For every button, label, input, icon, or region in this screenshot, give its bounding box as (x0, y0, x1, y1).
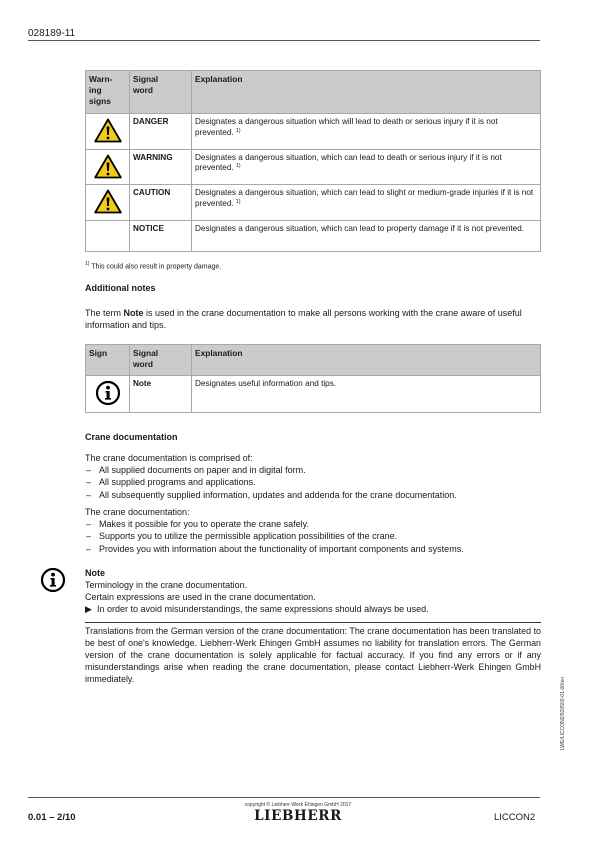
document-number: 028189-11 (28, 28, 76, 39)
copyright-text: copyright © Liebherr-Werk Ehingen GmbH 2017 (244, 802, 352, 808)
crane-documentation-composition (85, 452, 541, 501)
list-item-text: Provides you with information about the functionality of important components and systems. (99, 543, 464, 554)
table-row (86, 149, 541, 185)
dash-bullet: – (86, 477, 92, 488)
table-row (86, 220, 541, 251)
note-action (85, 603, 541, 615)
page-number: 0.01 – 2/10 (28, 812, 76, 823)
composition-intro: The crane documentation is comprised of: (85, 453, 253, 463)
warning-triangle-icon (94, 118, 122, 143)
dash-bullet: – (86, 531, 92, 542)
list-item (85, 518, 541, 530)
warning-triangle-icon (94, 154, 122, 179)
sidebar-document-code: LWE/LICCON2/920502-01-00/en (560, 676, 566, 750)
warning-signs-table (85, 70, 541, 252)
footnote-marker: 1) (235, 163, 241, 170)
crane-documentation-purpose (85, 506, 541, 555)
list-item (85, 530, 541, 542)
note-term: Note (123, 308, 144, 318)
explanation-cell: Designates useful information and tips. (192, 376, 541, 413)
signal-word-notice: NOTICE (130, 220, 192, 251)
info-icon (40, 567, 66, 593)
footnote-text: This could also result in property damage. (91, 263, 222, 271)
column-header-signal-word: Signal word (130, 71, 192, 114)
icon-cell-empty (86, 220, 130, 251)
action-arrow-icon: ▶ (85, 604, 92, 615)
liebherr-logo: LIEBHERR (254, 808, 342, 824)
translation-notice: Translations from the German version of the crane documentation: The crane documentation has been translated to be best of one's knowledge. Liebherr-Werk Ehingen GmbH assumes no liability for translation errors. The German version of the crane documentation is solely applicable for factual accuracy. If you find any errors or if any misunderstandings arise when reading the crane documentation, please contact Liebherr-Werk Ehingen GmbH immediately. (85, 626, 541, 684)
additional-notes-paragraph (85, 307, 541, 331)
icon-cell (86, 114, 130, 150)
footnote-mark: 1) (85, 261, 90, 267)
explanation-cell (192, 185, 541, 221)
column-header-explanation: Explanation (192, 345, 541, 376)
column-header-warning-signs: Warn- ing signs (86, 71, 130, 114)
table-row (86, 376, 541, 413)
header-divider (28, 40, 540, 41)
list-item-text: Supports you to utilize the permissible application possibilities of the crane. (99, 531, 398, 542)
dash-bullet: – (86, 519, 92, 530)
icon-cell (86, 376, 130, 413)
table-row (86, 114, 541, 150)
table-footnote (85, 261, 221, 270)
explanation-text: Designates a dangerous situation, which can lead to slight or medium-grade injuries if it is not prevented. (195, 188, 534, 208)
note-title: Note (85, 568, 105, 578)
icon-cell (86, 149, 130, 185)
explanation-text: Designates a dangerous situation which will lead to death or serious injury if it is not prevented. (195, 117, 498, 137)
list-item (85, 464, 541, 476)
purpose-list (85, 518, 541, 555)
product-name: LICCON2 (494, 812, 536, 823)
crane-documentation-heading: Crane documentation (85, 432, 178, 442)
para-text: is used in the crane documentation to make all persons working with the crane aware of useful information and tips. (85, 308, 522, 331)
dash-bullet: – (86, 543, 92, 554)
list-item-text: All subsequently supplied information, updates and addenda for the crane documentation. (99, 489, 457, 500)
list-item-text: All supplied programs and applications. (99, 477, 256, 488)
list-item (85, 489, 541, 501)
column-header-signal-word: Signal word (130, 345, 192, 376)
footnote-marker: 1) (235, 127, 241, 134)
icon-cell (86, 185, 130, 221)
explanation-cell: Designates a dangerous situation, which can lead to property damage if it is not prevented. (192, 220, 541, 251)
purpose-intro: The crane documentation: (85, 507, 190, 517)
signal-word-caution: CAUTION (130, 185, 192, 221)
dash-bullet: – (86, 489, 92, 500)
column-header-explanation: Explanation (192, 71, 541, 114)
para-text: The term (85, 308, 124, 318)
explanation-cell (192, 114, 541, 150)
explanation-text: Designates a dangerous situation, which can lead to death or serious injury if it is not prevented. (195, 152, 502, 173)
dash-bullet: – (86, 465, 92, 476)
note-line: Certain expressions are used in the crane documentation. (85, 592, 316, 603)
note-line: Terminology in the crane documentation. (85, 580, 248, 591)
column-header-sign: Sign (86, 345, 130, 376)
note-divider (85, 622, 541, 623)
additional-notes-heading: Additional notes (85, 283, 156, 293)
footnote-marker: 1) (235, 198, 241, 205)
warning-triangle-icon (94, 189, 122, 214)
list-item (85, 543, 541, 555)
table-row (86, 185, 541, 221)
note-action-text: In order to avoid misunderstandings, the same expressions should always be used. (96, 604, 429, 615)
composition-list (85, 464, 541, 501)
table-header-row (86, 71, 541, 114)
footer-divider (28, 797, 540, 798)
signal-word-note: Note (130, 376, 192, 413)
signal-word-warning: WARNING (130, 149, 192, 185)
list-item (85, 476, 541, 488)
signal-word-danger: DANGER (130, 114, 192, 150)
explanation-cell (192, 149, 541, 185)
table-header-row (86, 345, 541, 376)
info-icon (95, 380, 121, 406)
list-item-text: Makes it possible for you to operate the crane safely. (99, 519, 309, 530)
list-item-text: All supplied documents on paper and in digital form. (99, 465, 306, 476)
note-sign-table (85, 344, 541, 413)
note-box (85, 567, 541, 616)
